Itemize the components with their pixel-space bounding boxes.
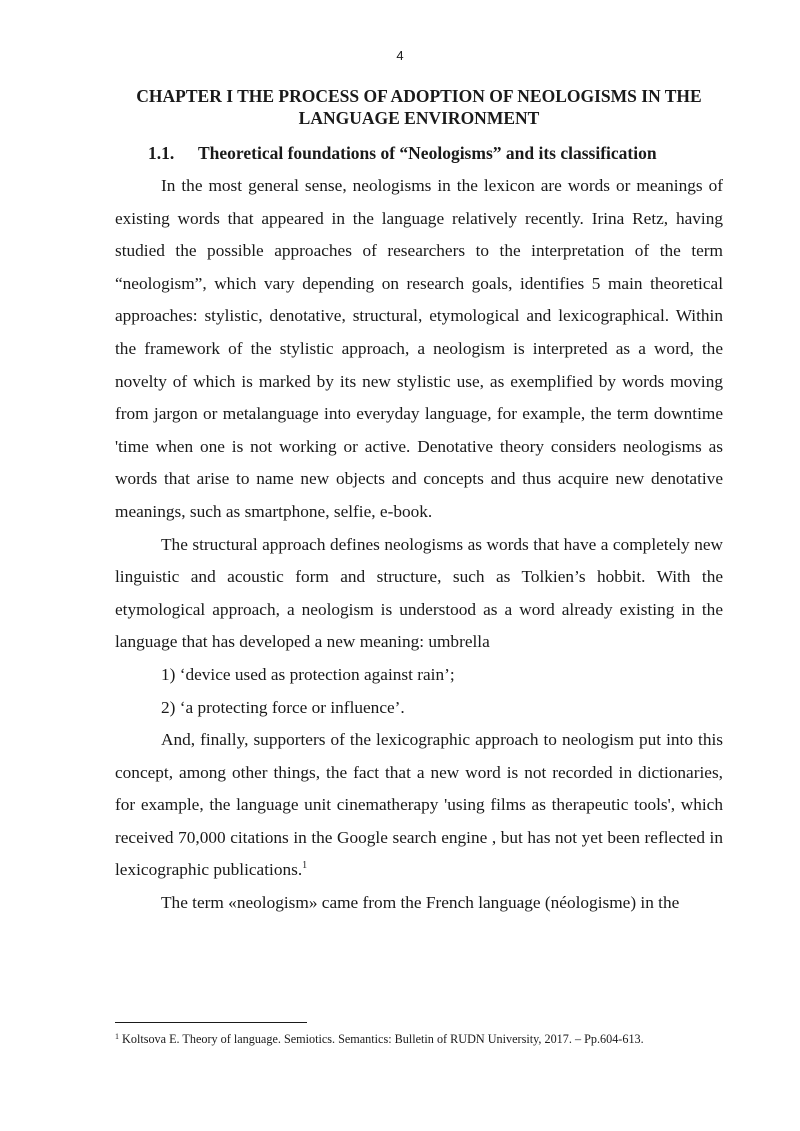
section-number: 1.1.	[148, 143, 175, 163]
footnote-reference[interactable]: 1	[302, 860, 308, 872]
footnote-marker: 1	[115, 1032, 119, 1041]
page-number: 4	[396, 48, 404, 63]
paragraph: In the most general sense, neologisms in the lexicon are words or meanings of existing words that appeared in the language relatively recently. Irina Retz, having studied the possible approaches of researchers to the interpretation of the term “neologism”, which vary depending on research goals, identifies 5 main theoretical approaches: stylistic, denotative, structural, etymological and lexicographical. Within the framework of the stylistic approach, a neologism is interpreted as a word, the novelty of which is marked by its new stylistic use, as exemplified by words moving from jargon or metalanguage into everyday language, for example, the term downtime 'time when one is not working or active. Denotative theory considers neologisms as words that arise to name new objects and concepts and thus acquire new denotative meanings, such as smartphone, selfie, e-book.	[115, 176, 723, 521]
footnote	[115, 1031, 735, 1047]
list-item: 1) ‘device used as protection against rain’;	[161, 664, 455, 684]
section-title-text: Theoretical foundations of “Neologisms” and its classification	[198, 143, 657, 163]
paragraph: The structural approach defines neologisms as words that have a completely new linguistic and acoustic form and structure, such as Tolkien’s hobbit. With the etymological approach, a neologism is understood as a word already existing in the language that has developed a new meaning: umbrella	[115, 534, 723, 652]
footnote-divider	[115, 1022, 307, 1023]
paragraph: The term «neologism» came from the French language (néologisme) in the	[161, 893, 680, 913]
footnote-text: Koltsova E. Theory of language. Semiotics. Semantics: Bulletin of RUDN University, 2017. – Pp.604-613.	[122, 1032, 644, 1046]
chapter-title: CHAPTER I THE PROCESS OF ADOPTION OF NEOLOGISMS IN THE LANGUAGE ENVIRONMENT	[136, 86, 702, 128]
body-text	[115, 170, 723, 920]
paragraph	[115, 724, 723, 887]
paragraph-text: And, finally, supporters of the lexicographic approach to neologism put into this concept, among other things, the fact that a new word is not recorded in dictionaries, for example, the language unit cinematherapy 'using films as therapeutic tools', which received 70,000 citations in the Google search engine , but has not yet been reflected in lexicographic publications.	[115, 730, 723, 880]
list-item: 2) ‘a protecting force or influence’.	[161, 697, 405, 717]
section-title	[148, 142, 657, 164]
